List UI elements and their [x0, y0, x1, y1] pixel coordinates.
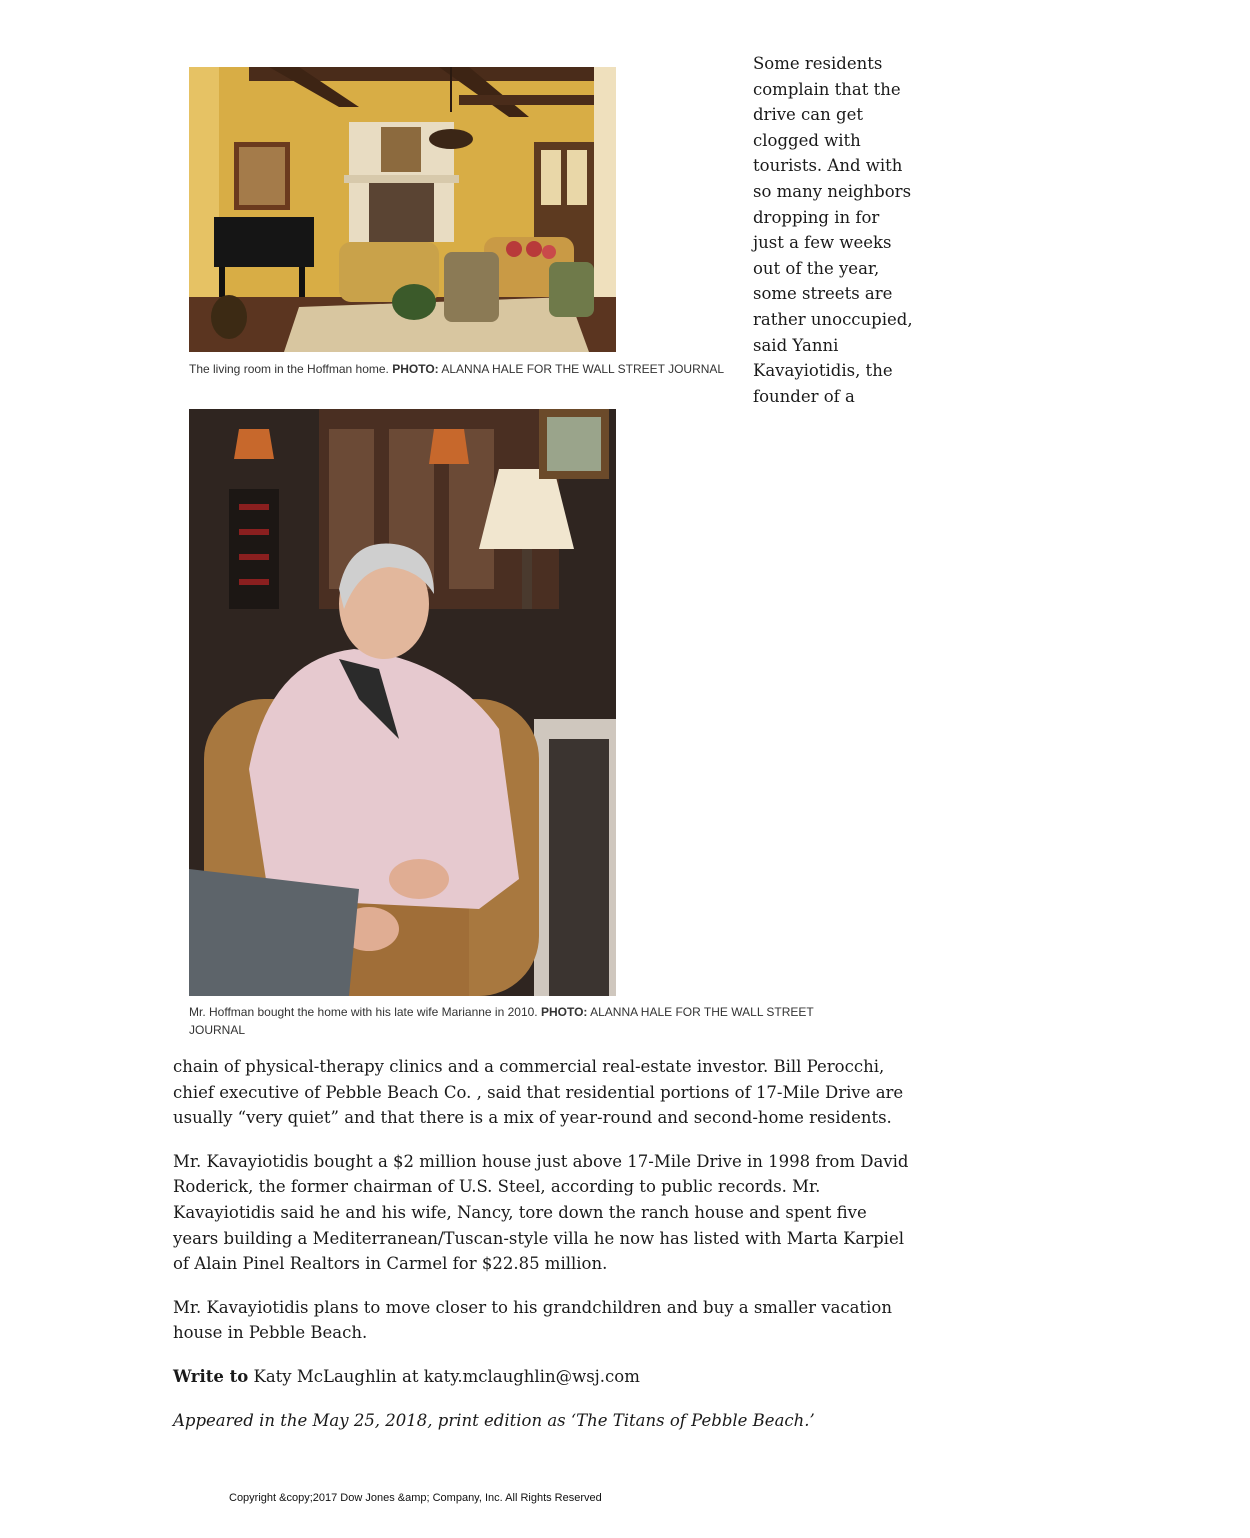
paragraph-2: Mr. Kavayiotidis bought a $2 million house just above 17-Mile Drive in 1998 from David Roderick, the former chairman of U.S. Steel, according to public records. Mr. Kavayiotidis said he and his wife, Nancy, tore down the ranch house and spent five years building a Mediterranean/Tuscan-style villa he now has listed with Marta Karpiel of Alain Pinel Realtors in Carmel for $22.85 million.	[173, 1151, 909, 1274]
paragraph-1: chain of physical-therapy clinics and a commercial real-estate investor. Bill Perocchi, chief executive of Pebble Beach Co. , said that residential portions of 17-Mile Drive are usually “very quiet” and that there is a mix of year-round and second-home residents.	[173, 1057, 904, 1128]
living-room-illustration	[189, 67, 616, 352]
caption-text: The living room in the Hoffman home.	[189, 362, 389, 376]
portrait-photo	[189, 409, 616, 996]
write-to-line	[173, 1364, 913, 1390]
paragraph-3: Mr. Kavayiotidis plans to move closer to his grandchildren and buy a smaller vacation house in Pebble Beach.	[173, 1297, 892, 1343]
photo-credit: ALANNA HALE FOR THE WALL STREET JOURNAL	[189, 1005, 814, 1037]
side-paragraph: Some residents complain that the drive can get clogged with tourists. And with so many neighbors dropping in for just a few weeks out of the year, some streets are rather unoccupied, said Yanni Kavayiotidis, the founder of a	[753, 54, 913, 406]
copyright-notice: Copyright &copy;2017 Dow Jones &amp; Company, Inc. All Rights Reserved	[229, 1492, 602, 1504]
author-contact[interactable]: Katy McLaughlin at katy.mclaughlin@wsj.com	[253, 1366, 640, 1386]
caption-text: Mr. Hoffman bought the home with his late wife Marianne in 2010.	[189, 1005, 538, 1019]
living-room-caption	[189, 360, 749, 378]
side-column-text	[753, 51, 913, 409]
photo-credit-label: PHOTO:	[392, 362, 439, 376]
portrait-illustration	[189, 409, 616, 996]
photo-credit: ALANNA HALE FOR THE WALL STREET JOURNAL	[441, 362, 725, 376]
article-body	[173, 1054, 913, 1451]
print-edition-note: Appeared in the May 25, 2018, print edition as ‘The Titans of Pebble Beach.’	[173, 1410, 815, 1430]
portrait-caption	[189, 1003, 849, 1039]
write-to-label: Write to	[173, 1366, 249, 1386]
living-room-photo	[189, 67, 616, 352]
photo-credit-label: PHOTO:	[540, 1005, 588, 1019]
